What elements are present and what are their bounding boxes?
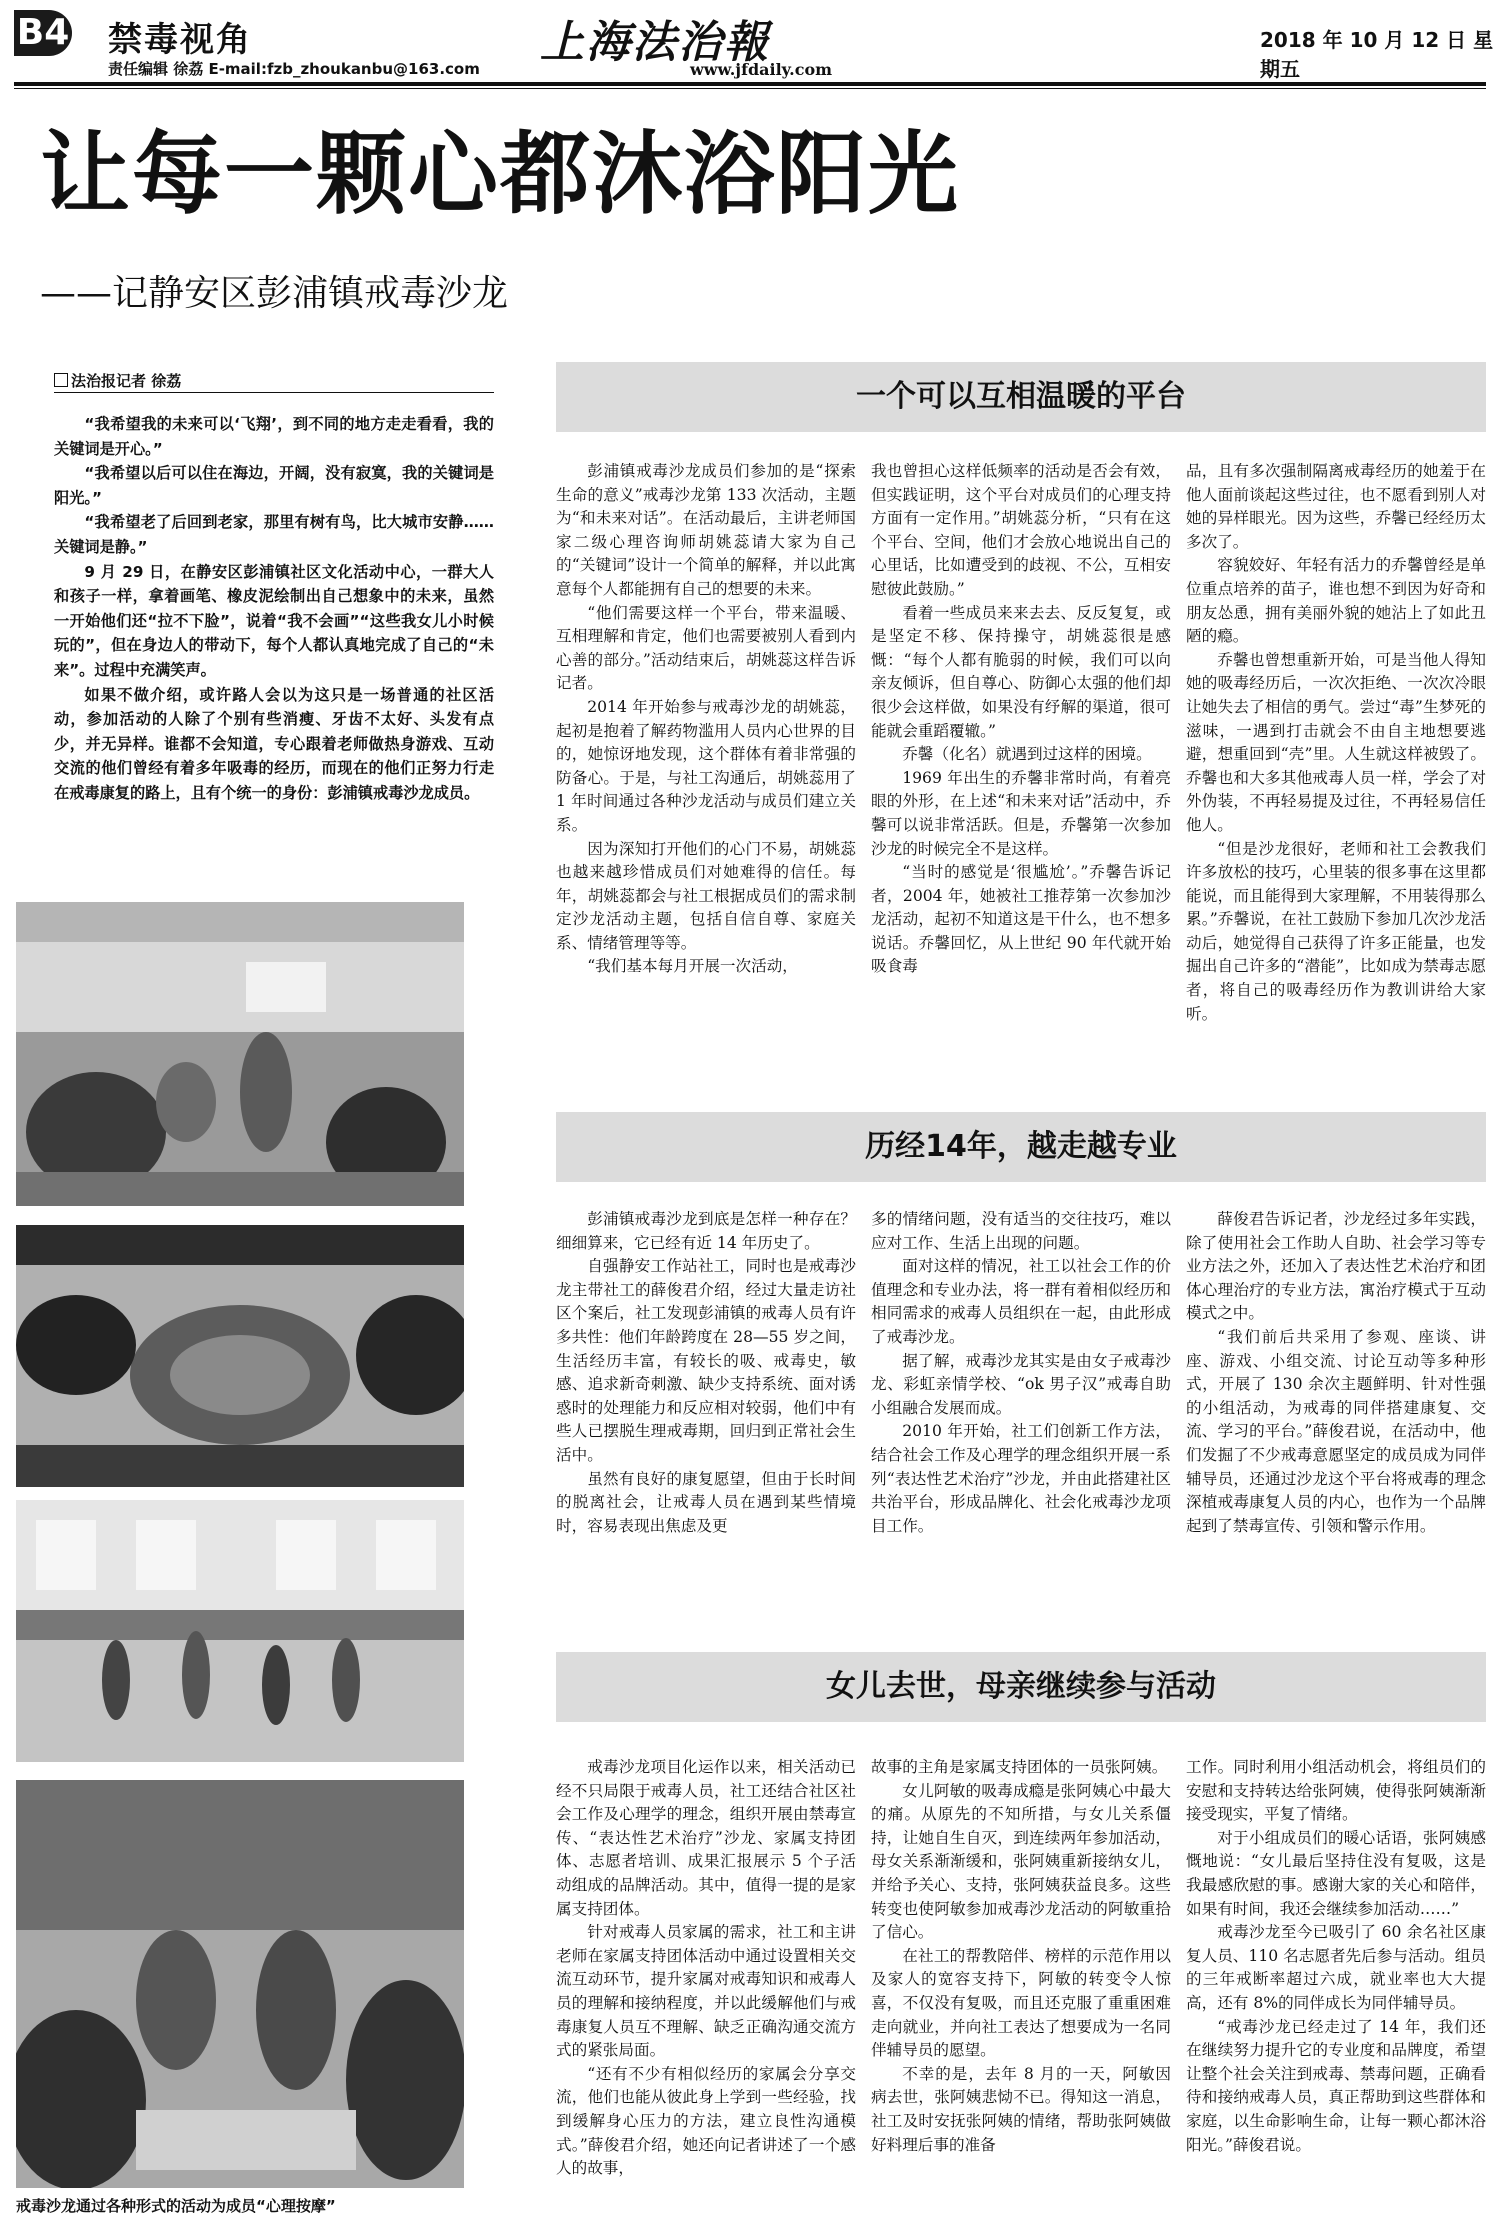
lede-paragraph: “我希望老了后回到老家，那里有树有鸟，比大城市安静……关键词是静。” [54, 513, 494, 556]
paragraph: “我们前后共采用了参观、座谈、讲座、游戏、小组交流、讨论互动等多种形式，开展了 130 余次主题鲜明、针对性强的小组活动，为戒毒的同伴搭建康复、交流、学习的平台。”薛俊君说，在活动中，他们发掘了不少戒毒意愿坚定的成员成为同伴辅导员，还通过沙龙这个平台将戒毒的理念深植戒毒康复人员的内心，也作为一个品牌起到了禁毒宣传、引领和警示作用。 [1186, 1327, 1486, 1535]
byline [54, 370, 181, 391]
lede-paragraph: 9 月 29 日，在静安区彭浦镇社区文化活动中心，一群大人和孩子一样，拿着画笔、橡皮泥绘制出自己想象中的未来，虽然一开始他们还“拉不下脸”，说着“我不会画”“这些我女儿小时候玩的”，但在身边人的带动下，每个人都认真地完成了自己的“未来”。过程中充满笑声。 [54, 562, 494, 679]
photo-hands-circle-image [16, 1225, 464, 1487]
paragraph: 品，且有多次强制隔离戒毒经历的她羞于在他人面前谈起这些过往，也不愿看到别人对她的异样眼光。因为这些，乔馨已经经历太多次了。 [1186, 462, 1486, 551]
paragraph: 虽然有良好的康复愿望，但由于长时间的脱离社会，让戒毒人员在遇到某些情境时，容易表现出焦虑及更 [556, 1469, 856, 1535]
photo-dance-activity [16, 1500, 464, 1762]
paragraph: “他们需要这样一个平台，带来温暖、互相理解和肯定，他们也需要被别人看到内心善的部分。”活动结束后，胡姚蕊这样告诉记者。 [556, 603, 856, 693]
lede-paragraph: 如果不做介绍，或许路人会以为这只是一场普通的社区活动，参加活动的人除了个别有些消瘦、牙齿不太好、头发有点少，并无异样。谁都不会知道，专心跟着老师做热身游戏、互动交流的他们曾经有着多年吸毒的经历，而现在的他们正努力行走在戒毒康复的路上，且有个统一的身份：彭浦镇戒毒沙龙成员。 [54, 685, 494, 802]
paragraph: 看着一些成员来来去去、反反复复，或是坚定不移、保持操守，胡姚蕊很是感慨：“每个人都有脆弱的时候，我们可以向亲友倾诉，但自尊心、防御心太强的他们却很少会这样做，如果没有纾解的渠道，很可能就会重蹈覆辙。” [871, 603, 1171, 740]
paragraph: 彭浦镇戒毒沙龙成员们参加的是“探索生命的意义”戒毒沙龙第 133 次活动，主题为“和未来对话”。在活动最后，主讲老师国家二级心理咨询师胡姚蕊请大家为自己的“关键词”设计一个简单的解释，并以此寓意每个人都能拥有自己的想要的未来。 [556, 462, 856, 598]
paragraph: “我们基本每月开展一次活动， [587, 957, 798, 976]
paragraph: “还有不少有相似经历的家属会分享交流，他们也能从彼此身上学到一些经验，找到缓解身心压力的方法，建立良性沟通模式。”薛俊君介绍，她还向记者讲述了一个感人的故事， [556, 2064, 856, 2178]
paragraph: 因为深知打开他们的心门不易，胡姚蕊也越来越珍惜成员们对她难得的信任。每年，胡姚蕊都会与社工根据成员们的需求制定沙龙活动主题，包括自信自尊、家庭关系、情绪管理等等。 [556, 839, 856, 952]
section-heading-2: 历经14年，越走越专业 [556, 1112, 1486, 1182]
photo-caption: 戒毒沙龙通过各种形式的活动为成员“心理按摩” [16, 2197, 336, 2215]
lede-paragraph: “我希望我的未来可以‘飞翔’，到不同的地方走走看看，我的关键词是开心。” [54, 415, 494, 458]
section-3-column-2 [871, 1756, 1171, 2218]
photo-family-support-image [16, 1780, 464, 2188]
paragraph: 面对这样的情况，社工以社会工作的价值理念和专业办法，将一群有着相似经历和相同需求的戒毒人员组织在一起，由此形成了戒毒沙龙。 [871, 1257, 1171, 1346]
photo-group-activity-image [16, 902, 464, 1206]
section-heading-3: 女儿去世，母亲继续参与活动 [556, 1652, 1486, 1722]
paragraph: 薛俊君告诉记者，沙龙经过多年实践，除了使用社会工作助人自助、社会学习等专业方法之外，还加入了表达性艺术治疗和团体心理治疗的专业方法，寓治疗模式于互动模式之中。 [1186, 1210, 1486, 1323]
paragraph: 我也曾担心这样低频率的活动是否会有效，但实践证明，这个平台对成员们的心理支持方面有一定作用。”胡姚蕊分析，“只有在这个平台、空间，他们才会放心地说出自己的心里话，比如遭受到的歧视、不公，互相安慰彼此鼓励。” [871, 462, 1171, 598]
lede-paragraph: “我希望以后可以住在海边，开阔，没有寂寞，我的关键词是阳光。” [54, 464, 494, 507]
newspaper-logo: 上海法治報 [540, 17, 770, 68]
paragraph: 1969 年出生的乔馨非常时尚，有着亮眼的外形，在上述“和未来对话”活动中，乔馨可以说非常活跃。但是，乔馨第一次参加沙龙的时候完全不是这样。 [871, 768, 1171, 858]
byline-box-icon [54, 373, 68, 387]
paragraph: “戒毒沙龙已经走过了 14 年，我们还在继续努力提升它的专业度和品牌度，希望让整个社会关注到戒毒、禁毒问题，正确看待和接纳戒毒人员，真正帮助到这些群体和家庭，以生命影响生命，让每一颗心都沐浴阳光。”薛俊君说。 [1186, 2017, 1486, 2154]
paragraph: 故事的主角是家属支持团体的一员张阿姨。 [871, 1758, 1168, 1776]
website-url: www.jfdaily.com [690, 60, 833, 79]
byline-rule [54, 392, 494, 393]
section-name: 禁毒视角 [108, 20, 252, 60]
paragraph: “当时的感觉是‘很尴尬’。”乔馨告诉记者，2004 年，她被社工推荐第一次参加沙龙活动，起初不知道这是干什么，也不想多说话。乔馨回忆，从上世纪 90 年代就开始吸食毒 [871, 863, 1171, 976]
masthead-rule [14, 82, 1486, 86]
paragraph: 乔馨也曾想重新开始，可是当他人得知她的吸毒经历后，一次次拒绝、一次次冷眼让她失去了相信的勇气。尝过“毒”生梦死的滋味，一遇到打击就会不由自主地想要逃避，想重回到“壳”里。人生就这样被毁了。乔馨也和大多其他戒毒人员一样，学会了对外伪装，不再轻易提及过往，不再轻易信任他人。 [1186, 650, 1486, 834]
paragraph: 针对戒毒人员家属的需求，社工和主讲老师在家属支持团体活动中通过设置相关交流互动环节，提升家属对戒毒知识和戒毒人员的理解和接纳程度，并以此缓解他们与戒毒康复人员互不理解、缺乏正确沟通交流方式的紧张局面。 [556, 1923, 856, 2060]
article-subtitle: ——记静安区彭浦镇戒毒沙龙 [40, 273, 509, 314]
paragraph: 女儿阿敏的吸毒成瘾是张阿姨心中最大的痛。从原先的不知所措，与女儿关系僵持，让她自生自灭，到连续两年参加活动，母女关系渐渐缓和，张阿姨重新接纳女儿，并给予关心、支持，张阿姨获益良多。这些转变也使阿敏参加戒毒沙龙活动的阿敏重拾了信心。 [871, 1781, 1171, 1942]
paragraph: “但是沙龙很好，老师和社工会教我们许多放松的技巧，心里装的很多事在这里都能说，而且能得到大家理解，不用装得那么累。”乔馨说，在社工鼓励下参加几次沙龙活动后，她觉得自己获得了许多正能量，也发掘出自己许多的“潜能”，比如成为禁毒志愿者，将自己的吸毒经历作为教训讲给大家听。 [1186, 839, 1486, 1023]
paragraph: 乔馨（化名）就遇到过这样的困境。 [902, 745, 1152, 764]
paragraph: 2010 年开始，社工们创新工作方法，结合社会工作及心理学的理念组织开展一系列“表达性艺术治疗”沙龙，并由此搭建社区共治平台，形成品牌化、社会化戒毒沙龙项目工作。 [871, 1422, 1171, 1535]
section-heading-1: 一个可以互相温暖的平台 [556, 362, 1486, 432]
editor-line: 责任编辑 徐荔 E-mail:fzb_zhoukanbu@163.com [108, 60, 480, 78]
paragraph: 据了解，戒毒沙龙其实是由女子戒毒沙龙、彩虹亲情学校、“ok 男子汉”戒毒自助小组融合发展而成。 [871, 1351, 1171, 1417]
masthead-rule-thin [14, 88, 1486, 89]
paragraph: 自强静安工作站社工，同时也是戒毒沙龙主带社工的薛俊君介绍，经过大量走访社区个案后，社工发现彭浦镇的戒毒人员有许多共性：他们年龄跨度在 28—55 岁之间，生活经历丰富，有较长的吸、戒毒史，敏感、追求新奇刺激、缺少支持系统、面对诱惑时的处理能力和反应相对较弱，他们中有些人已摆脱生理戒毒期，回归到正常社会生活中。 [556, 1257, 856, 1464]
section-3-column-3 [1186, 1756, 1486, 2218]
photo-family-support [16, 1780, 464, 2188]
photo-hands-circle [16, 1225, 464, 1487]
paragraph: 对于小组成员们的暖心话语，张阿姨感慨地说：“女儿最后坚持住没有复吸，这是我最感欣慰的事。感谢大家的关心和陪伴，如果有时间，我还会继续参加活动……” [1186, 1828, 1486, 1918]
paragraph: 在社工的帮教陪伴、榜样的示范作用以及家人的宽容支持下，阿敏的转变令人惊喜，不仅没有复吸，而且还克服了重重困难走向就业，并向社工表达了想要成为一名同伴辅导员的愿望。 [871, 1946, 1171, 2060]
page-number-badge: B4 [14, 10, 72, 56]
paragraph: 彭浦镇戒毒沙龙到底是怎样一种存在？细细算来，它已经有近 14 年历史了。 [556, 1210, 856, 1252]
section-2-column-2 [871, 1208, 1171, 1613]
paragraph: 容貌姣好、年轻有活力的乔馨曾经是单位重点培养的苗子，谁也想不到因为好奇和朋友怂恿，拥有美丽外貌的她沾上了如此丑陋的瘾。 [1186, 556, 1486, 646]
issue-date: 2018 年 10 月 12 日 星期五 [1260, 28, 1494, 81]
section-2-column-1 [556, 1208, 856, 1613]
paragraph: 戒毒沙龙项目化运作以来，相关活动已经不只局限于戒毒人员，社工还结合社区社会工作及心理学的理念，组织开展由禁毒宣传、“表达性艺术治疗”沙龙、家属支持团体、志愿者培训、成果汇报展示 5 个子活动组成的品牌活动。其中，值得一提的是家属支持团体。 [556, 1758, 856, 1918]
section-1-column-1 [556, 460, 856, 1040]
byline-text: 法治报记者 徐荔 [71, 372, 182, 390]
section-2-column-3 [1186, 1208, 1486, 1613]
paragraph: 工作。同时利用小组活动机会，将组员们的安慰和支持转达给张阿姨，使得张阿姨渐渐接受现实，平复了情绪。 [1186, 1758, 1486, 1824]
section-3-column-1 [556, 1756, 856, 2218]
paragraph: 多的情绪问题，没有适当的交往技巧，难以应对工作、生活上出现的问题。 [871, 1210, 1171, 1252]
paragraph: 2014 年开始参与戒毒沙龙的胡姚蕊，起初是抱着了解药物滥用人员内心世界的目的，她惊讶地发现，这个群体有着非常强的防备心。于是，与社工沟通后，胡姚蕊用了 1 年时间通过各种沙龙活动与成员们建立关系。 [556, 697, 856, 834]
photo-dance-activity-image [16, 1500, 464, 1762]
paragraph: 不幸的是，去年 8 月的一天，阿敏因病去世，张阿姨悲恸不已。得知这一消息，社工及时安抚张阿姨的情绪，帮助张阿姨做好料理后事的准备 [871, 2064, 1171, 2154]
photo-group-activity [16, 902, 464, 1206]
section-1-column-2 [871, 460, 1171, 1040]
section-1-column-3 [1186, 460, 1486, 1040]
paragraph: 戒毒沙龙至今已吸引了 60 余名社区康复人员、110 名志愿者先后参与活动。组员的三年戒断率超过六成，就业率也大大提高，还有 8%的同伴成长为同伴辅导员。 [1186, 1923, 1486, 2012]
lede [54, 412, 494, 806]
article-title: 让每一颗心都沐浴阳光 [40, 122, 960, 227]
